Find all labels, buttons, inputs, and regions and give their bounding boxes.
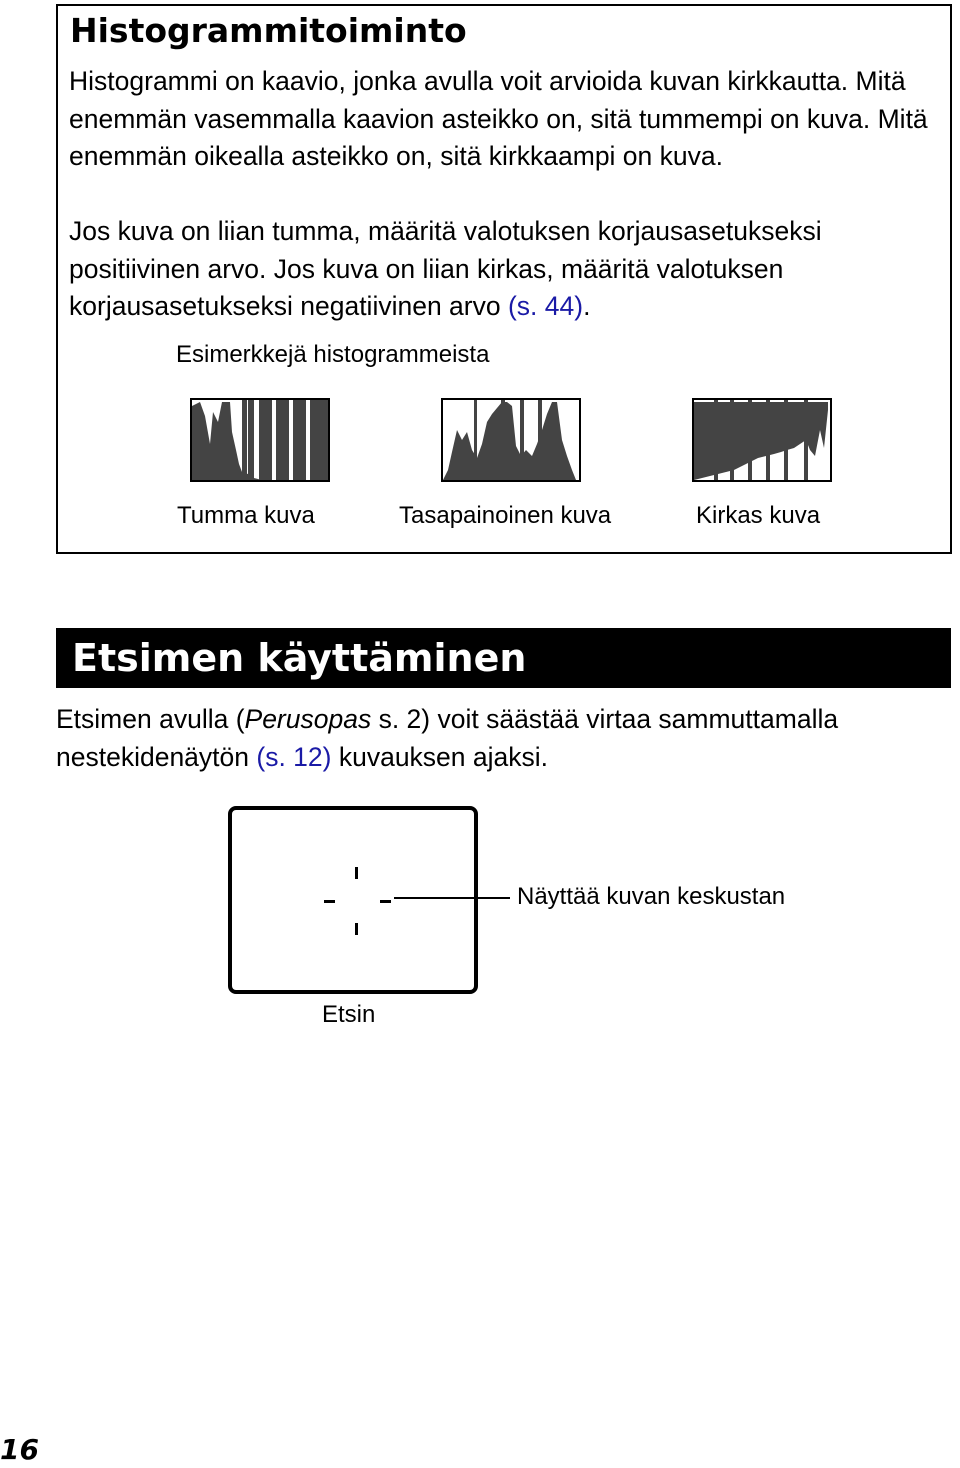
center-indicator-label: Näyttää kuvan keskustan	[517, 883, 786, 910]
center-mark-bottom	[355, 923, 358, 935]
histogram-examples-label: Esimerkkejä histogrammeista	[176, 341, 490, 368]
histogram-intro-paragraph: Histogrammi on kaavio, jonka avulla voit arvioida kuvan kirkkautta. Mitä enemmän vasemmalla kaavion asteikko on, sitä tummempi on kuva. Mitä enemmän oikealla asteikko on, sitä kirkkaampi on kuva.	[69, 66, 928, 172]
center-mark-left	[324, 900, 335, 903]
exposure-advice-paragraph	[69, 213, 944, 326]
viewfinder-paragraph	[56, 701, 951, 776]
balanced-image-label: Tasapainoinen kuva	[399, 502, 612, 529]
histogram-info-box	[56, 4, 952, 554]
histogram-section-title: Histogrammitoiminto	[70, 11, 467, 50]
viewfinder-caption: Etsin	[322, 1001, 376, 1028]
dark-histogram	[190, 398, 330, 482]
viewfinder-text-1: Etsimen avulla (	[56, 704, 245, 734]
page-44-link[interactable]: (s. 44)	[507, 291, 584, 322]
viewfinder-section-header	[56, 628, 951, 688]
exposure-advice-end: .	[583, 291, 591, 322]
bright-image-label: Kirkas kuva	[696, 502, 821, 529]
viewfinder-frame	[228, 806, 478, 994]
center-mark-top	[355, 867, 358, 879]
page-12-link[interactable]: (s. 12)	[256, 741, 332, 772]
viewfinder-text-3: kuvauksen ajaksi.	[331, 741, 549, 772]
exposure-advice-text: Jos kuva on liian tumma, määritä valotuksen korjausasetukseksi positiivinen arvo. Jos kuva on liian kirkas, määritä valotuksen korjausasetukseksi negatiivinen arvo	[69, 216, 822, 322]
center-mark-right	[380, 900, 391, 903]
bright-histogram	[692, 398, 832, 482]
dark-image-label: Tumma kuva	[177, 502, 315, 529]
callout-line	[394, 897, 510, 899]
page-number: 16	[0, 1433, 39, 1466]
viewfinder-text-2: s. 2) voit säästää virtaa sammuttamalla nestekidenäytön	[56, 704, 839, 772]
basic-guide-reference: Perusopas	[244, 704, 372, 734]
viewfinder-section-title: Etsimen käyttäminen	[72, 636, 527, 680]
balanced-histogram	[441, 398, 581, 482]
